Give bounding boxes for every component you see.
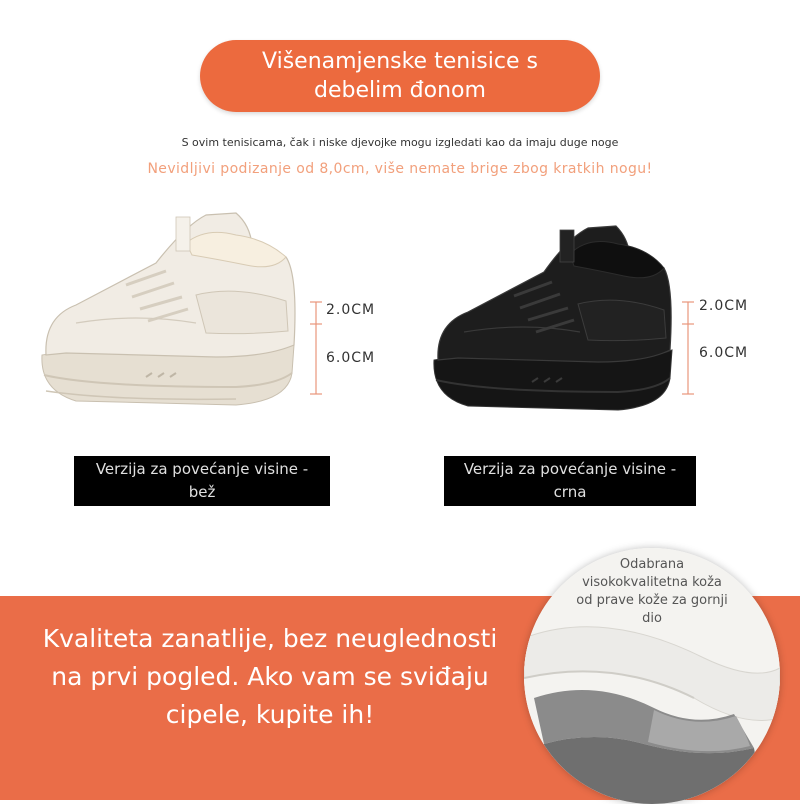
black-caption	[444, 456, 696, 506]
beige-shoe-image	[36, 205, 298, 417]
beige-measure-top: 2.0CM	[326, 302, 376, 318]
material-note: Odabrana visokokvalitetna koža od prave kože za gornji dio	[576, 557, 728, 626]
subtitle-text: S ovim tenisicama, čak i niske djevojke mogu izgledati kao da imaju duge noge	[181, 136, 619, 149]
beige-height-ruler	[306, 298, 326, 398]
beige-caption-text: Verzija za povećanje visine - bež	[95, 460, 309, 501]
promo-text: Kvaliteta zanatlije, bez neuglednosti na prvi pogled. Ako vam se sviđaju cipele, kupite ih!	[42, 624, 498, 729]
black-height-ruler	[678, 298, 698, 398]
black-measure-top: 2.0CM	[699, 298, 749, 314]
highlight-text: Nevidljivi podizanje od 8,0cm, više nemate brige zbog kratkih nogu!	[147, 161, 653, 177]
black-shoe-image	[428, 220, 674, 420]
beige-measure-bottom: 6.0CM	[326, 350, 376, 366]
page-title: Višenamjenske tenisice s debelim đonom	[262, 49, 538, 103]
title-banner	[200, 40, 600, 112]
leather-detail-image	[524, 548, 780, 804]
black-caption-text: Verzija za povećanje visine - crna	[463, 460, 677, 501]
beige-caption	[74, 456, 330, 506]
black-measure-bottom: 6.0CM	[699, 345, 749, 361]
